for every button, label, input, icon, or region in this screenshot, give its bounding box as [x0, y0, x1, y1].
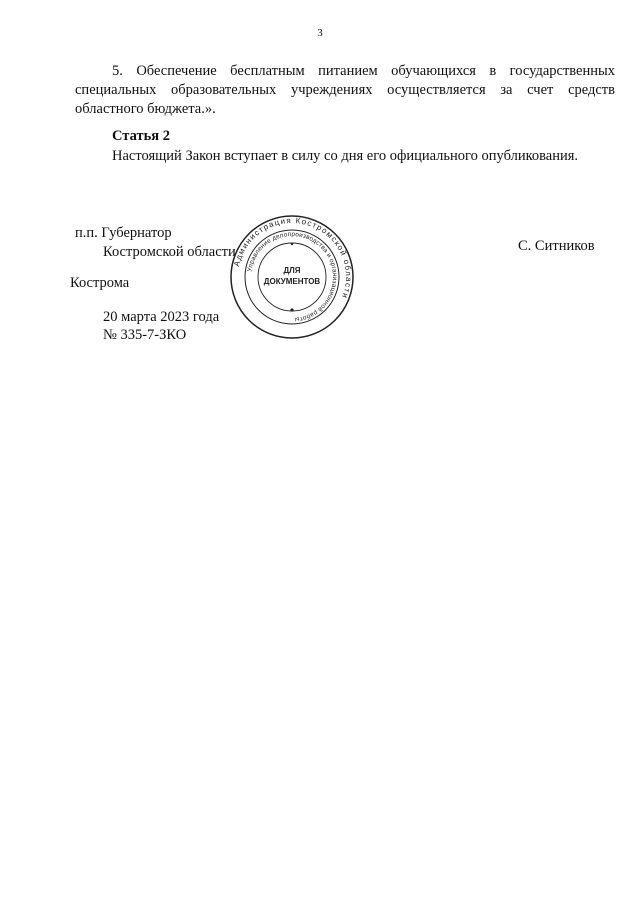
stamp-inner-text: Управление делопроизводства и организационной работы [246, 230, 339, 323]
paragraph-5-line-1: 5. Обеспечение бесплатным питанием обучающихся в государственных [112, 63, 615, 79]
stamp-center-line-2: ДОКУМЕНТОВ [263, 277, 321, 286]
paragraph-5 [75, 62, 615, 119]
page-number: 3 [317, 27, 323, 39]
paragraph-5-line-2: специальных образовательных учреждениях осуществляется за счет средств [75, 82, 615, 98]
paragraph-5-line-3: областного бюджета.». [75, 101, 216, 117]
stamp-dot-icon [291, 243, 293, 245]
signature-name: С. Ситников [518, 238, 595, 254]
article-2-title: Статья 2 [112, 128, 170, 144]
signature-prefix: п.п. Губернатор [75, 225, 172, 241]
official-stamp [228, 213, 356, 341]
law-number: № 335-7-ЗКО [103, 327, 187, 343]
article-2-text: Настоящий Закон вступает в силу со дня его официального опубликования. [112, 148, 579, 164]
place-name: Кострома [70, 275, 130, 291]
signature-region: Костромской области [103, 244, 236, 260]
stamp-dot-icon [290, 308, 293, 311]
stamp-outer-text: Администрация Костромской области [232, 215, 354, 301]
law-date: 20 марта 2023 года [103, 309, 220, 325]
stamp-center-line-1: ДЛЯ [283, 266, 301, 275]
